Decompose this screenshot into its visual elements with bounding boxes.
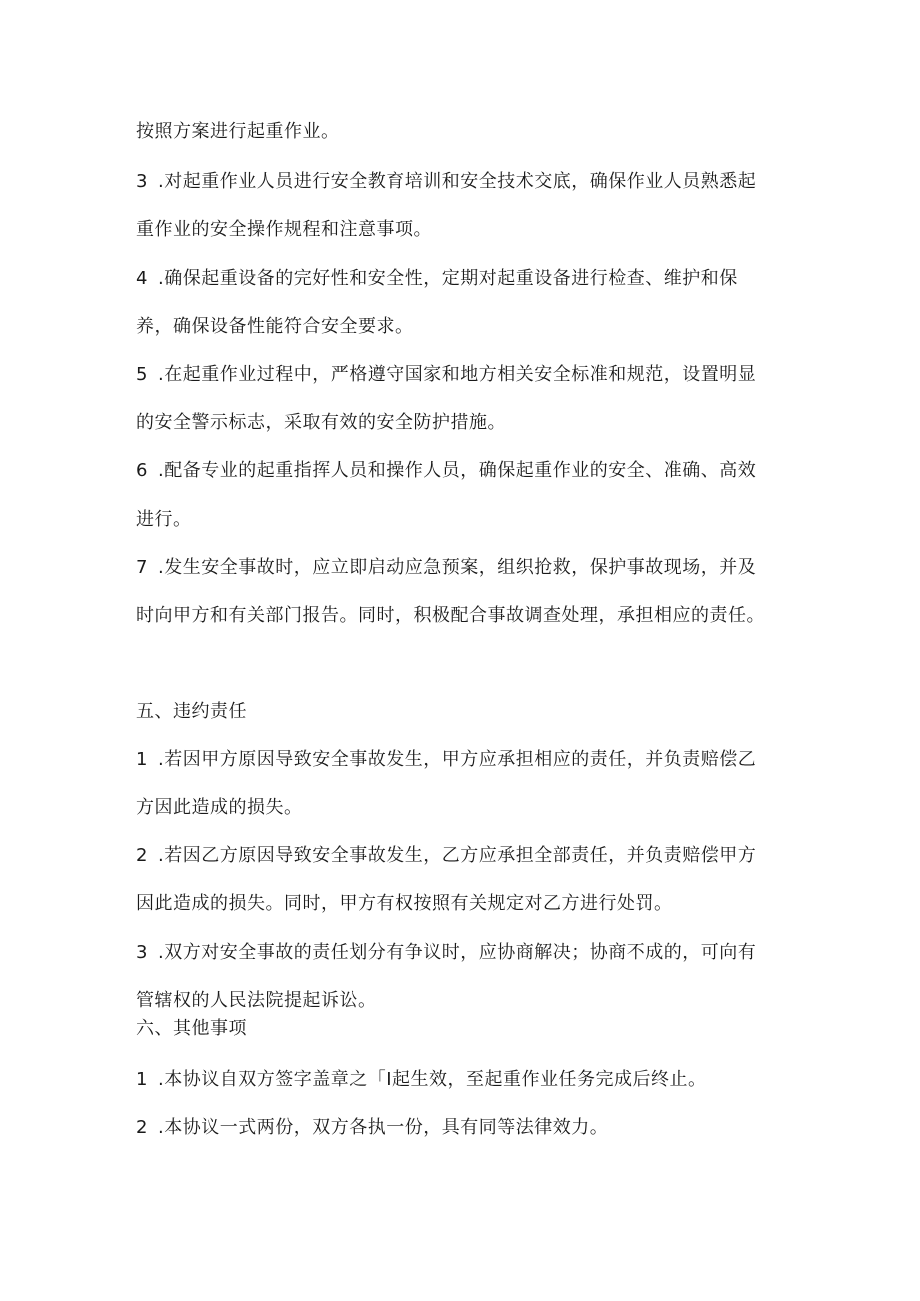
- text-line: 重作业的安全操作规程和注意事项。: [136, 219, 432, 240]
- text-line: 管辖权的人民法院提起诉讼。: [136, 990, 377, 1011]
- section-heading: 六、其他事项: [136, 1018, 247, 1039]
- list-item: 7 .发生安全事故时，应立即启动应急预案，组织抢救，保护事故现场，并及: [136, 557, 757, 578]
- text-line: 时向甲方和有关部门报告。同时，积极配合事故调查处理，承担相应的责任。: [136, 605, 765, 626]
- list-item: 6 .配备专业的起重指挥人员和操作人员，确保起重作业的安全、准确、高效: [136, 460, 757, 481]
- list-item: 1 .本协议自双方签字盖章之「I起生效，至起重作业任务完成后终止。: [136, 1069, 707, 1090]
- text-line: 的安全警示标志，采取有效的安全防护措施。: [136, 412, 506, 433]
- list-item: 2 .本协议一式两份，双方各执一份，具有同等法律效力。: [136, 1117, 609, 1138]
- text-line: 养，确保设备性能符合安全要求。: [136, 316, 414, 337]
- list-item: 4 .确保起重设备的完好性和安全性，定期对起重设备进行检查、维护和保: [136, 268, 738, 289]
- list-item: 3 .双方对安全事故的责任划分有争议时，应协商解决；协商不成的，可向有: [136, 942, 757, 963]
- list-item: 2 .若因乙方原因导致安全事故发生，乙方应承担全部责任，并负责赔偿甲方: [136, 845, 757, 866]
- list-item: 5 .在起重作业过程中，严格遵守国家和地方相关安全标准和规范，设置明显: [136, 364, 757, 385]
- text-line: 因此造成的损失。同时，甲方有权按照有关规定对乙方进行处罚。: [136, 893, 673, 914]
- list-item: 3 .对起重作业人员进行安全教育培训和安全技术交底，确保作业人员熟悉起: [136, 171, 757, 192]
- text-line: 方因此造成的损失。: [136, 797, 303, 818]
- list-item: 1 .若因甲方原因导致安全事故发生，甲方应承担相应的责任，并负责赔偿乙: [136, 749, 757, 770]
- section-heading: 五、违约责任: [136, 701, 247, 722]
- text-line: 按照方案进行起重作业。: [136, 121, 340, 142]
- text-line: 进行。: [136, 509, 192, 530]
